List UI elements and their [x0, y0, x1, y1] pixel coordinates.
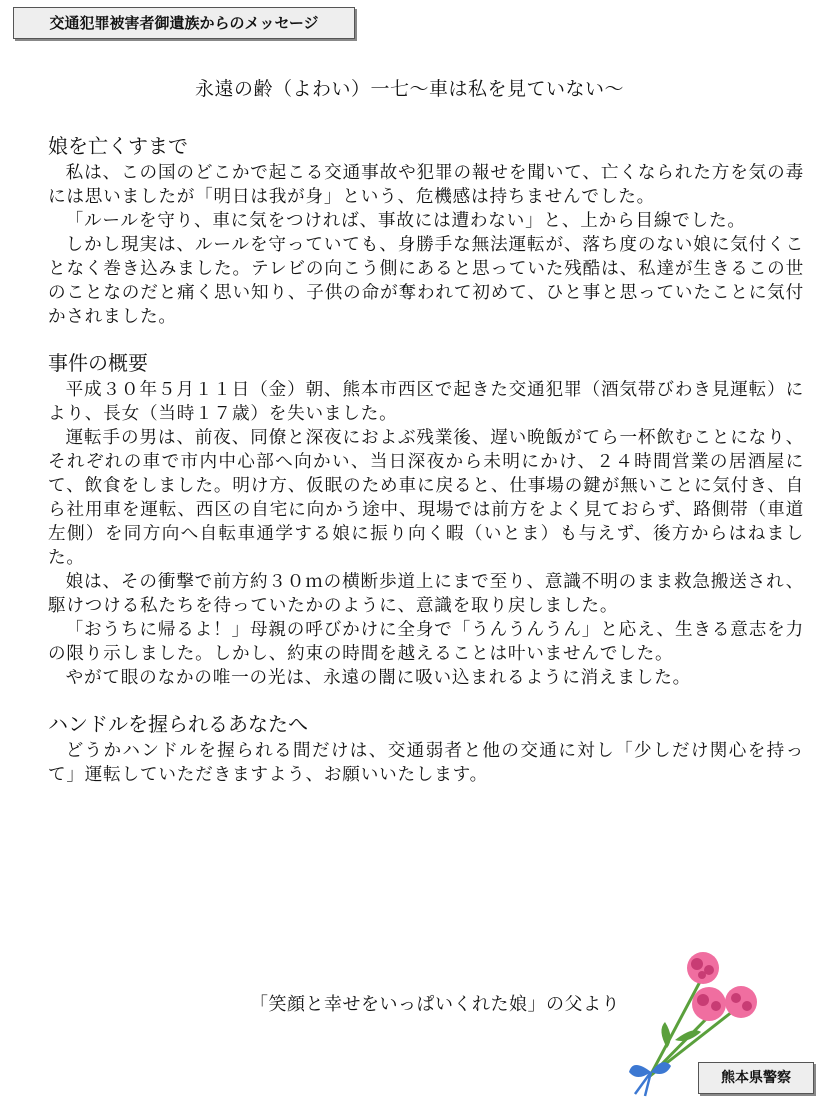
paragraph: 「おうちに帰るよ！」母親の呼びかけに全身で「うんうんうん」と応え、生きる意志を力の限り示しました。しかし、約束の時間を越えることは叶いませんでした。	[48, 620, 804, 664]
section-heading: ハンドルを握られるあなたへ	[48, 712, 308, 736]
paragraph: 平成３０年５月１１日（金）朝、熊本市西区で起きた交通犯罪（酒気帯びわき見運転）により、長女（当時１７歳）を失いました。	[48, 380, 804, 424]
flower-blossom-middle	[692, 987, 726, 1021]
paragraph: どうかハンドルを握られる間だけは、交通弱者と他の交通に対し「少しだけ関心を持って」運転していただきますよう、お願いいたします。	[48, 741, 804, 785]
flower-stems	[650, 976, 737, 1076]
message-header-label: 交通犯罪被害者御遺族からのメッセージ	[13, 7, 355, 39]
flower-blossom-top	[687, 952, 719, 984]
paragraph: 運転手の男は、前夜、同僚と深夜におよぶ残業後、遅い晩飯がてら一杯飲むことになり、それぞれの車で市内中心部へ向かい、当日深夜から未明にかけ、２４時間営業の居酒屋にて、飲食をしました。明け方、仮眠のため車に戻ると、仕事場の鍵が無いことに気付き、自ら社用車を運転、西区の自宅に向かう途中、現場では前方をよく見ておらず、路側帯（車道左側）を同方向へ自転車通学する娘に振り向く暇（いとま）も与えず、後方からはねました。	[48, 428, 804, 568]
paragraph: やがて眼のなかの唯一の光は、永遠の闇に吸い込まれるように消えました。	[65, 668, 691, 688]
paragraph: 「ルールを守り、車に気をつければ、事故には遭わない」と、上から目線でした。	[65, 211, 746, 231]
section-to-drivers	[48, 710, 804, 787]
ribbon-icon	[629, 1062, 671, 1096]
flower-blossom-right	[725, 986, 757, 1018]
signature: 「笑顔と幸せをいっぱいくれた娘」の父より	[250, 994, 620, 1015]
message-body	[48, 132, 804, 807]
section-heading: 事件の概要	[48, 351, 148, 375]
section-before-loss	[48, 132, 804, 329]
paragraph: 私は、この国のどこかで起こる交通事故や犯罪の報せを聞いて、亡くなられた方を気の毒には思いましたが「明日は我が身」という、危機感は持ちませんでした。	[48, 163, 804, 207]
paragraph: しかし現実は、ルールを守っていても、身勝手な無法運転が、落ち度のない娘に気付くことなく巻き込みました。テレビの向こう側にあると思っていた残酷は、私達が生きるこの世のことなのだと痛く思い知り、子供の命が奪われて初めて、ひと事と思っていたことに気付かされました。	[48, 235, 804, 327]
kumamoto-police-label: 熊本県警察	[698, 1062, 814, 1094]
paragraph: 娘は、その衝撃で前方約３０ｍの横断歩道上にまで至り、意識不明のまま救急搬送され、駆けつける私たちを待っていたかのように、意識を取り戻しました。	[48, 572, 804, 616]
page-title: 永遠の齢（よわい）一七～車は私を見ていない～	[195, 78, 625, 100]
section-incident-summary	[48, 349, 804, 690]
section-heading: 娘を亡くすまで	[48, 134, 188, 158]
